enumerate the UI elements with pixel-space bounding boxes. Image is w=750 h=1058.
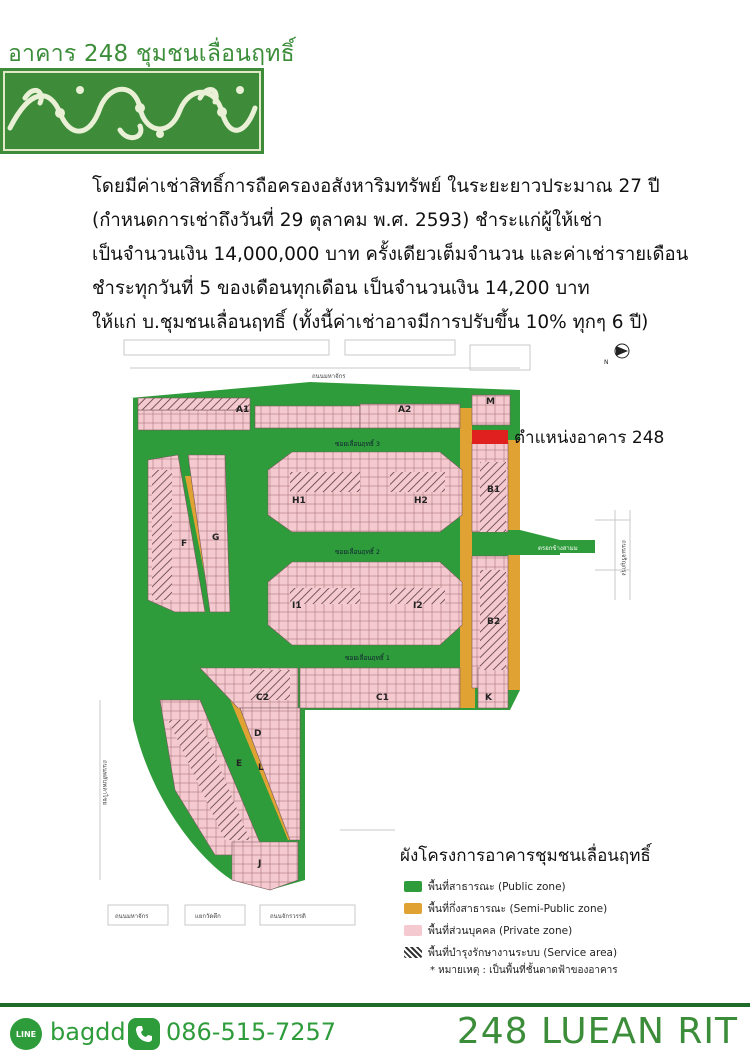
legend-title: ผังโครงการอาคารชุมชนเลื่อนฤทธิ์ xyxy=(400,846,651,866)
legend-item-semi-public xyxy=(404,897,745,919)
line-badge-text: LINE xyxy=(15,1029,37,1039)
block-label: B2 xyxy=(487,617,501,627)
lease-line: ชำระทุกวันที่ 5 ของเดือนทุกเดือน เป็นจำนวนเงิน 14,200 บาท xyxy=(92,278,590,299)
street-label-right: ถนนเจริญกรุง xyxy=(620,540,627,576)
block-label: G xyxy=(212,533,220,543)
block-label: I1 xyxy=(292,601,302,611)
street-label-top: ถนนมหาจักร xyxy=(312,373,346,380)
soi-label: ซอยเลื่อนฤทธิ์ 2 xyxy=(335,548,381,556)
phone-icon xyxy=(128,1018,160,1050)
ornament-banner xyxy=(0,68,264,154)
swatch-public xyxy=(404,881,422,892)
soi-label: ซอยเลื่อนฤทธิ์ 1 xyxy=(345,654,391,662)
lease-line: (กำหนดการเช่าถึงวันที่ 29 ตุลาคม พ.ศ. 2593) ชำระแก่ผู้ให้เช่า xyxy=(92,210,603,231)
street-label-bottom-left: ถนนมหาจักร xyxy=(115,913,149,920)
block-label: C2 xyxy=(256,693,269,703)
north-label: N xyxy=(604,359,609,366)
block-label: A2 xyxy=(398,405,412,415)
swatch-private xyxy=(404,925,422,936)
lease-description xyxy=(92,170,732,340)
block-label: K xyxy=(485,693,492,703)
street-label-branch: ตรอกข้างสามม xyxy=(538,545,578,552)
block-label: H2 xyxy=(414,496,428,506)
soi-label: ซอยเลื่อนฤทธิ์ 3 xyxy=(335,440,381,448)
legend-label: พื้นที่กึ่งสาธารณะ (Semi-Public zone) xyxy=(428,902,608,915)
unit-248-highlight xyxy=(472,430,508,444)
block-label: I2 xyxy=(413,601,423,611)
street-label-left: ถนนพลับพลาไชย xyxy=(101,760,108,805)
legend-label: พื้นที่บำรุงรักษางานระบบ (Service area) xyxy=(428,946,618,959)
legend-label: พื้นที่สาธารณะ (Public zone) xyxy=(428,880,566,893)
block-label: E xyxy=(236,759,243,769)
swatch-semi-public xyxy=(404,903,422,914)
phone-number[interactable]: 086-515-7257 xyxy=(166,1018,337,1046)
block-label: D xyxy=(254,729,262,739)
brand-name: 248 LUEAN RIT xyxy=(456,1011,738,1052)
block-label: J xyxy=(258,859,262,869)
lease-line: ให้แก่ บ.ชุมชนเลื่อนฤทธิ์ (ทั้งนี้ค่าเช่าอาจมีการปรับขึ้น 10% ทุกๆ 6 ปี) xyxy=(92,312,649,333)
block-label: C1 xyxy=(376,693,389,703)
swatch-service xyxy=(404,947,422,958)
block-label: F xyxy=(181,539,188,549)
block-label: H1 xyxy=(292,496,306,506)
page-title: อาคาร 248 ชุมชนเลื่อนฤทธิ์ xyxy=(8,41,295,67)
block-label: L xyxy=(258,763,264,773)
north-arrow-icon xyxy=(604,344,629,366)
legend-item-public xyxy=(404,875,745,897)
line-app-icon xyxy=(10,1018,42,1050)
legend-label: พื้นที่ส่วนบุคคล (Private zone) xyxy=(428,924,573,937)
legend-item-private xyxy=(404,919,745,941)
lease-line: โดยมีค่าเช่าสิทธิ์การถือครองอสังหาริมทรัพย์ ในระยะยาวประมาณ 27 ปี xyxy=(92,176,660,197)
block-label: B1 xyxy=(487,485,501,495)
block-label: M xyxy=(486,397,495,407)
location-label: ตำแหน่งอาคาร 248 xyxy=(514,428,665,448)
lease-line: เป็นจำนวนเงิน 14,000,000 บาท ครั้งเดียวเต็มจำนวน และค่าเช่ารายเดือน xyxy=(92,244,689,265)
line-id[interactable]: bagdd xyxy=(50,1018,126,1046)
street-label-bottom-right: ถนนจักรวรรดิ xyxy=(270,913,306,920)
legend-note: * หมายเหตุ : เป็นพื้นที่ชั้นดาดฟ้าของอาคาร xyxy=(430,965,618,976)
street-label-bottom-mid: แยกวัดตึก xyxy=(195,913,221,920)
footer xyxy=(0,1007,750,1058)
map-legend xyxy=(400,842,745,978)
block-label: A1 xyxy=(236,405,250,415)
legend-item-service xyxy=(404,941,745,963)
